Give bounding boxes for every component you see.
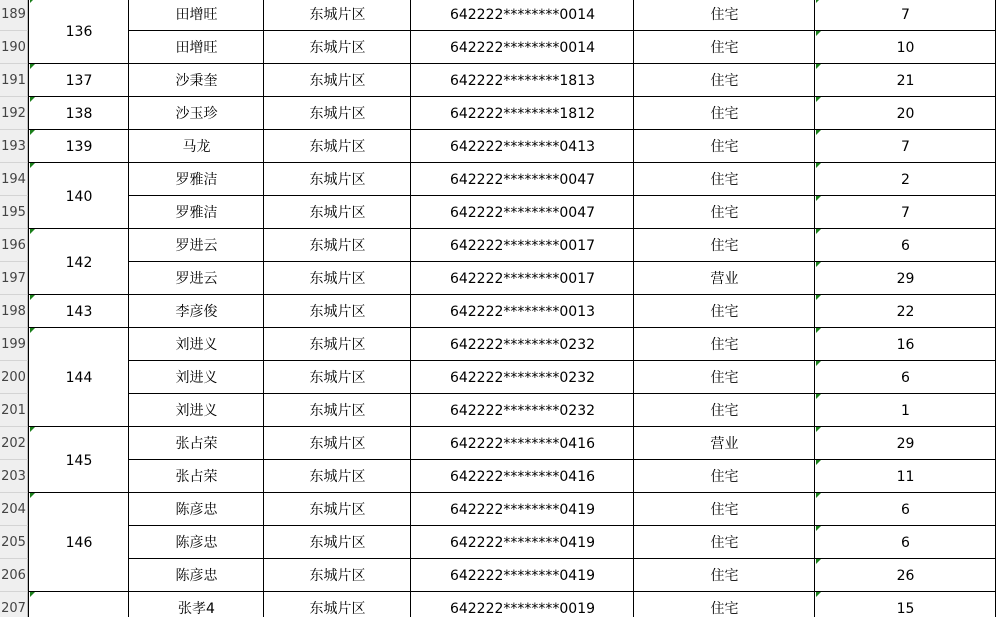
number-as-text-marker xyxy=(816,97,821,102)
number-as-text-marker xyxy=(30,592,35,597)
cell-name[interactable]: 罗进云 xyxy=(175,271,218,287)
number-as-text-marker xyxy=(30,427,35,432)
cell-type[interactable]: 住宅 xyxy=(710,238,739,254)
cell-area[interactable]: 东城片区 xyxy=(309,370,366,386)
row-header[interactable]: 197 xyxy=(0,262,28,295)
number-as-text-marker xyxy=(816,394,821,399)
cell-id[interactable]: 642222********0419 xyxy=(449,535,596,551)
number-as-text-marker xyxy=(30,97,35,102)
cell-name[interactable]: 李彦俊 xyxy=(175,304,218,320)
cell-id[interactable]: 642222********0047 xyxy=(449,205,596,221)
group-number-cell[interactable]: 145 xyxy=(65,453,93,469)
cell-area[interactable]: 东城片区 xyxy=(309,106,366,122)
group-number-cell[interactable]: 146 xyxy=(65,535,93,551)
column-border xyxy=(128,0,129,617)
cell-name[interactable]: 陈彦忠 xyxy=(175,502,218,518)
cell-id[interactable]: 642222********0413 xyxy=(449,139,596,155)
number-as-text-marker xyxy=(816,493,821,498)
number-as-text-marker xyxy=(816,328,821,333)
cell-area[interactable]: 东城片区 xyxy=(309,304,366,320)
cell-id[interactable]: 642222********0232 xyxy=(449,370,596,386)
row-header[interactable]: 191 xyxy=(0,64,28,97)
row-header[interactable]: 201 xyxy=(0,394,28,427)
cell-area[interactable]: 东城片区 xyxy=(309,436,366,452)
number-as-text-marker xyxy=(30,295,35,300)
cell-type[interactable]: 住宅 xyxy=(710,601,739,617)
cell-type[interactable]: 住宅 xyxy=(710,568,739,584)
cell-id[interactable]: 642222********0019 xyxy=(449,601,596,617)
cell-qty[interactable]: 11 xyxy=(896,469,915,485)
row-header[interactable]: 199 xyxy=(0,328,28,361)
cell-area[interactable]: 东城片区 xyxy=(309,568,366,584)
cell-area[interactable]: 东城片区 xyxy=(309,271,366,287)
cell-area[interactable]: 东城片区 xyxy=(309,535,366,551)
row-header[interactable]: 195 xyxy=(0,196,28,229)
number-as-text-marker xyxy=(816,361,821,366)
group-number-cell[interactable] xyxy=(29,592,129,617)
cell-qty[interactable]: 10 xyxy=(896,40,915,56)
group-number-cell[interactable]: 136 xyxy=(65,24,93,40)
number-as-text-marker xyxy=(816,460,821,465)
cell-name[interactable]: 张占荣 xyxy=(175,469,218,485)
cell-qty[interactable]: 16 xyxy=(896,337,915,353)
row-header[interactable]: 206 xyxy=(0,559,28,592)
cell-id[interactable]: 642222********0017 xyxy=(449,238,596,254)
cell-area[interactable]: 东城片区 xyxy=(309,73,366,89)
group-number-cell[interactable]: 140 xyxy=(65,189,93,205)
cell-name[interactable]: 沙玉珍 xyxy=(175,106,218,122)
row-header[interactable]: 202 xyxy=(0,427,28,460)
number-as-text-marker xyxy=(816,0,821,3)
cell-type[interactable]: 营业 xyxy=(710,271,739,287)
cell-area[interactable]: 东城片区 xyxy=(309,205,366,221)
cell-id[interactable]: 642222********0416 xyxy=(449,469,596,485)
group-number-cell[interactable]: 144 xyxy=(65,370,93,386)
cell-id[interactable]: 642222********0416 xyxy=(449,436,596,452)
cell-type[interactable]: 住宅 xyxy=(710,469,739,485)
group-number-cell[interactable]: 143 xyxy=(65,304,93,320)
cell-name[interactable]: 田增旺 xyxy=(175,40,218,56)
cell-name[interactable]: 罗进云 xyxy=(175,238,218,254)
number-as-text-marker xyxy=(816,427,821,432)
row-header[interactable]: 200 xyxy=(0,361,28,394)
group-number-cell[interactable]: 138 xyxy=(65,106,93,122)
row-header[interactable]: 198 xyxy=(0,295,28,328)
cell-id[interactable]: 642222********0017 xyxy=(449,271,596,287)
row-header[interactable]: 192 xyxy=(0,97,28,130)
number-as-text-marker xyxy=(816,262,821,267)
cell-area[interactable]: 东城片区 xyxy=(309,139,366,155)
cell-qty[interactable]: 26 xyxy=(896,568,915,584)
cell-type[interactable]: 营业 xyxy=(710,436,739,452)
number-as-text-marker xyxy=(30,0,35,3)
cell-qty[interactable]: 21 xyxy=(896,73,915,89)
number-as-text-marker xyxy=(816,592,821,597)
number-as-text-marker xyxy=(30,130,35,135)
cell-area[interactable]: 东城片区 xyxy=(309,337,366,353)
cell-id[interactable]: 642222********0014 xyxy=(449,40,596,56)
cell-type[interactable]: 住宅 xyxy=(710,304,739,320)
cell-area[interactable]: 东城片区 xyxy=(309,403,366,419)
number-as-text-marker xyxy=(816,526,821,531)
row-header[interactable]: 203 xyxy=(0,460,28,493)
cell-area[interactable]: 东城片区 xyxy=(309,502,366,518)
cell-type[interactable]: 住宅 xyxy=(710,403,739,419)
cell-qty[interactable]: 29 xyxy=(896,436,915,452)
cell-area[interactable]: 东城片区 xyxy=(309,238,366,254)
number-as-text-marker xyxy=(816,559,821,564)
row-header[interactable]: 205 xyxy=(0,526,28,559)
cell-qty[interactable]: 6 xyxy=(901,502,910,518)
cell-name[interactable]: 张占荣 xyxy=(175,436,218,452)
cell-name[interactable]: 陈彦忠 xyxy=(175,568,218,584)
row-header[interactable]: 193 xyxy=(0,130,28,163)
cell-type[interactable]: 住宅 xyxy=(710,337,739,353)
column-border xyxy=(28,0,29,617)
number-as-text-marker xyxy=(30,229,35,234)
cell-qty[interactable]: 1 xyxy=(901,403,910,419)
number-as-text-marker xyxy=(816,229,821,234)
cell-qty[interactable]: 6 xyxy=(901,535,910,551)
number-as-text-marker xyxy=(816,130,821,135)
row-header[interactable]: 194 xyxy=(0,163,28,196)
cell-name[interactable]: 陈彦忠 xyxy=(175,535,218,551)
column-border xyxy=(410,0,411,617)
cell-qty[interactable]: 29 xyxy=(896,271,915,287)
number-as-text-marker xyxy=(816,295,821,300)
cell-type[interactable]: 住宅 xyxy=(710,7,739,23)
cell-type[interactable]: 住宅 xyxy=(710,40,739,56)
row-header[interactable]: 207 xyxy=(0,592,28,617)
number-as-text-marker xyxy=(30,328,35,333)
row-header[interactable]: 204 xyxy=(0,493,28,526)
row-header[interactable]: 190 xyxy=(0,31,28,64)
number-as-text-marker xyxy=(816,64,821,69)
cell-name[interactable]: 张孝4 xyxy=(178,601,215,617)
number-as-text-marker xyxy=(816,163,821,168)
row-header[interactable]: 189 xyxy=(0,0,28,31)
cell-name[interactable]: 马龙 xyxy=(182,139,211,155)
cell-area[interactable]: 东城片区 xyxy=(309,172,366,188)
cell-type[interactable]: 住宅 xyxy=(710,139,739,155)
group-number-cell[interactable]: 137 xyxy=(65,73,93,89)
cell-type[interactable]: 住宅 xyxy=(710,172,739,188)
cell-name[interactable]: 田增旺 xyxy=(175,7,218,23)
row-header[interactable]: 196 xyxy=(0,229,28,262)
cell-id[interactable]: 642222********0419 xyxy=(449,502,596,518)
cell-qty[interactable]: 6 xyxy=(901,238,910,254)
cell-name[interactable]: 罗雅洁 xyxy=(175,205,218,221)
cell-name[interactable]: 刘进义 xyxy=(175,403,218,419)
cell-id[interactable]: 642222********0013 xyxy=(449,304,596,320)
cell-area[interactable]: 东城片区 xyxy=(309,40,366,56)
cell-id[interactable]: 642222********0014 xyxy=(449,7,596,23)
cell-area[interactable]: 东城片区 xyxy=(309,7,366,23)
column-border xyxy=(633,0,634,617)
cell-id[interactable]: 642222********0047 xyxy=(449,172,596,188)
number-as-text-marker xyxy=(30,163,35,168)
cell-qty[interactable]: 22 xyxy=(896,304,915,320)
group-number-cell[interactable]: 139 xyxy=(65,139,93,155)
cell-qty[interactable]: 6 xyxy=(901,370,910,386)
cell-type[interactable]: 住宅 xyxy=(710,535,739,551)
cell-type[interactable]: 住宅 xyxy=(710,106,739,122)
cell-id[interactable]: 642222********0232 xyxy=(449,337,596,353)
number-as-text-marker xyxy=(30,64,35,69)
cell-qty[interactable]: 7 xyxy=(901,139,910,155)
number-as-text-marker xyxy=(816,196,821,201)
cell-id[interactable]: 642222********1812 xyxy=(449,106,596,122)
cell-area[interactable]: 东城片区 xyxy=(309,469,366,485)
cell-area[interactable]: 东城片区 xyxy=(309,601,366,617)
column-border xyxy=(814,0,815,617)
cell-type[interactable]: 住宅 xyxy=(710,370,739,386)
cell-type[interactable]: 住宅 xyxy=(710,502,739,518)
cell-id[interactable]: 642222********1813 xyxy=(449,73,596,89)
cell-id[interactable]: 642222********0232 xyxy=(449,403,596,419)
cell-name[interactable]: 罗雅洁 xyxy=(175,172,218,188)
cell-name[interactable]: 刘进义 xyxy=(175,370,218,386)
cell-name[interactable]: 沙秉奎 xyxy=(175,73,218,89)
cell-type[interactable]: 住宅 xyxy=(710,205,739,221)
cell-qty[interactable]: 15 xyxy=(896,601,915,617)
column-border xyxy=(263,0,264,617)
cell-qty[interactable]: 20 xyxy=(896,106,915,122)
cell-qty[interactable]: 7 xyxy=(901,7,910,23)
cell-type[interactable]: 住宅 xyxy=(710,73,739,89)
number-as-text-marker xyxy=(30,493,35,498)
number-as-text-marker xyxy=(816,31,821,36)
cell-qty[interactable]: 2 xyxy=(901,172,910,188)
cell-id[interactable]: 642222********0419 xyxy=(449,568,596,584)
cell-name[interactable]: 刘进义 xyxy=(175,337,218,353)
cell-qty[interactable]: 7 xyxy=(901,205,910,221)
group-number-cell[interactable]: 142 xyxy=(65,255,93,271)
